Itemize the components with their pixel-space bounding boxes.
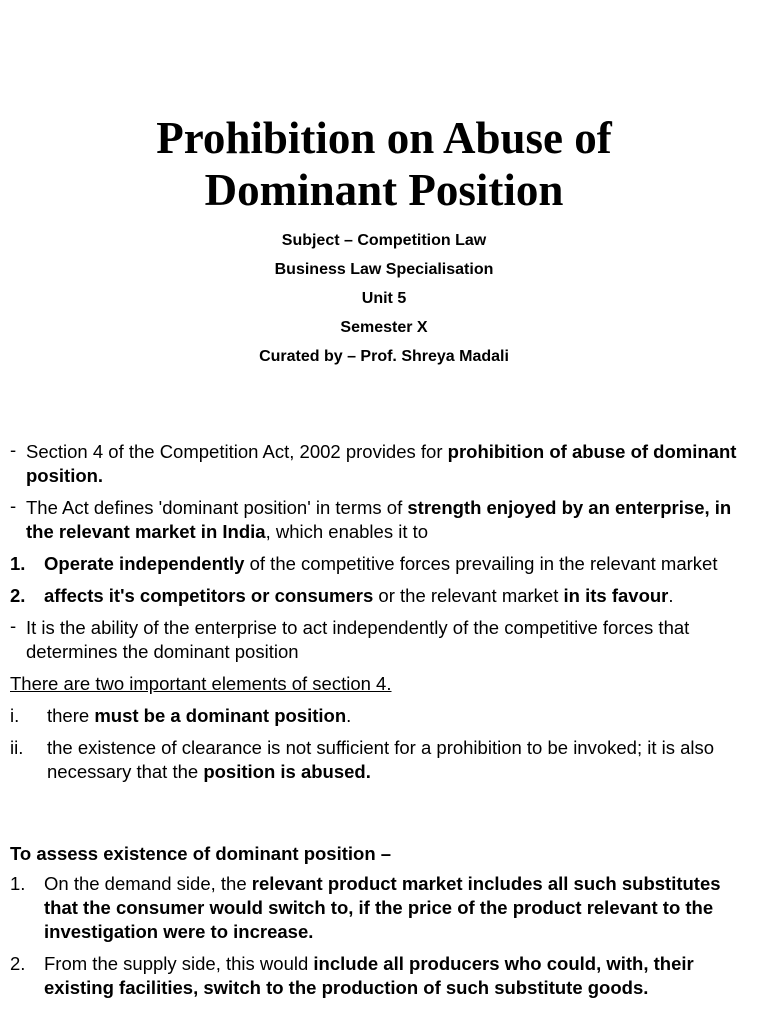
item-bold-text: prohibition of abuse of dominant position.: [26, 441, 737, 486]
title-line-2: Dominant Position: [204, 165, 564, 215]
meta-subject: Subject – Competition Law: [281, 232, 487, 249]
number-marker: 2.: [10, 953, 26, 974]
item-text: Section 4 of the Competition Act, 2002 provides for: [26, 441, 448, 462]
item-text: there: [47, 705, 95, 726]
item-text: , which enables it to: [265, 521, 429, 542]
roman-item-ii: [10, 736, 758, 784]
assessment-heading: To assess existence of dominant position –: [10, 843, 392, 864]
title-line-1: Prohibition on Abuse of: [156, 113, 612, 163]
item-text: the existence of clearance is not sufficient for a prohibition to be invoked; it is also necessary that the: [47, 737, 715, 782]
item-text: It is the ability of the enterprise to act independently of the competitive forces that determines the dominant position: [26, 617, 690, 662]
item-bold-text: relevant product market includes all such substitutes that the consumer would switch to, if the price of the product relevant to the investigation were to increase.: [44, 873, 721, 942]
assessment-item-2: [10, 952, 758, 1000]
document-body: [10, 440, 758, 1008]
dash-marker: -: [10, 615, 17, 636]
item-text: .: [346, 705, 352, 726]
item-bold-text: affects it's competitors or consumers: [44, 585, 374, 606]
document-title: [0, 112, 768, 216]
item-bold-text: strength enjoyed by an enterprise, in the relevant market in India: [26, 497, 732, 542]
underlined-heading: There are two important elements of section 4.: [10, 673, 392, 694]
item-bold-text: must be a dominant position: [94, 705, 347, 726]
number-marker: 1.: [10, 553, 26, 574]
assessment-item-1: [10, 872, 758, 944]
roman-item-i: [10, 704, 758, 728]
meta-semester: Semester X: [340, 319, 428, 336]
meta-specialisation: Business Law Specialisation: [274, 261, 494, 278]
item-bold-text: Operate independently: [44, 553, 245, 574]
number-marker: 2.: [10, 585, 26, 606]
meta-unit: Unit 5: [361, 290, 407, 307]
numbered-item-1: [10, 552, 758, 576]
meta-curator: Curated by – Prof. Shreya Madali: [259, 348, 509, 365]
item-text: From the supply side, this would: [44, 953, 314, 974]
numbered-item-2: [10, 584, 758, 608]
dash-item-definition: [10, 496, 758, 544]
item-bold-text: position is abused.: [203, 761, 371, 782]
roman-marker: i.: [10, 705, 20, 726]
dash-marker: -: [10, 495, 17, 516]
item-text: .: [668, 585, 674, 606]
item-bold-text: include all producers who could, with, their existing facilities, switch to the production of such substitute goods.: [44, 953, 694, 998]
dash-item-section4: [10, 440, 758, 488]
document-meta: [0, 228, 768, 373]
item-text: of the competitive forces prevailing in the relevant market: [244, 553, 718, 574]
item-text: or the relevant market: [373, 585, 564, 606]
roman-marker: ii.: [10, 737, 24, 758]
item-text: The Act defines 'dominant position' in terms of: [26, 497, 408, 518]
item-text: On the demand side, the: [44, 873, 252, 894]
item-bold-text: in its favour: [563, 585, 669, 606]
dash-item-ability: [10, 616, 758, 664]
dash-marker: -: [10, 439, 17, 460]
number-marker: 1.: [10, 873, 26, 894]
